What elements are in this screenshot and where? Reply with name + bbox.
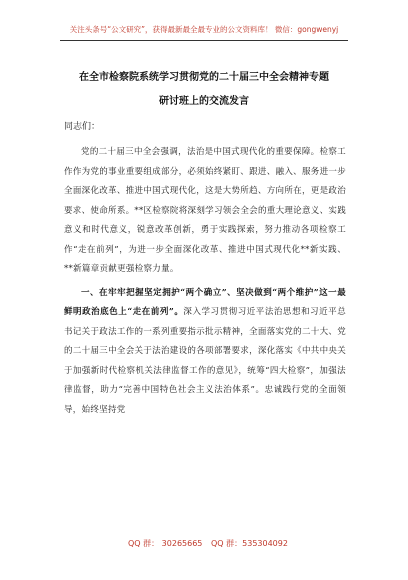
- document-body: [64, 143, 346, 420]
- salutation: 同志们：: [64, 122, 101, 132]
- header-promo-note: 关注头条号“公文研究”，获得最新最全最专业的公文资料库！ 微信：gongwenyj: [69, 25, 339, 34]
- section-1-text: 深入学习贯彻习近平法治思想和习近平总书记关于政法工作的一系列重要指示批示精神，全面落实党的二十大、党的二十届三中全会关于法治建设的各项部署要求，深化落实《中共中央关于加强新时代检察机关法律监督工作的意见》，统筹“四大检察”，加强法律监督，助力“完善中国特色社会主义法治体系”。忠诚践行党的全面领导，始终坚持党: [64, 307, 346, 415]
- document-title-line-2: 研讨班上的交流发言: [159, 96, 249, 107]
- footer-qq-group-1: QQ 群： 30265665: [128, 539, 203, 548]
- document-title-line-1: 在全市检察院系统学习贯彻党的二十届三中全会精神专题: [79, 72, 329, 83]
- header-divider: [60, 40, 348, 41]
- paragraph-section-1: [64, 284, 346, 421]
- paragraph-intro: 党的二十届三中全会强调，法治是中国式现代化的重要保障。检察工作作为党的事业重要组成部分，必须始终紧盯、跟进、融入、服务进一步全面深化改革、推进中国式现代化，这是大势所趋、方向所在，更是政治要求、使命所系。**区检察院将深刻学习领会全会的重大理论意义、实践意义和时代意义，锐意改革创新，勇于实践探索，努力推动各项检察工作“走在前列”，为进一步全面深化改革、推进中国式现代化**新实践、**新篇章贡献更强检察力量。: [64, 147, 346, 274]
- document-title: [40, 66, 368, 114]
- section-heading-1: 一、在牢牢把握坚定拥护“两个确立”、坚决做到“两个维护”这一最鲜明政治底色上“走在前列”。: [64, 287, 346, 317]
- footer-qq-group-2: QQ 群：535304092: [211, 539, 288, 548]
